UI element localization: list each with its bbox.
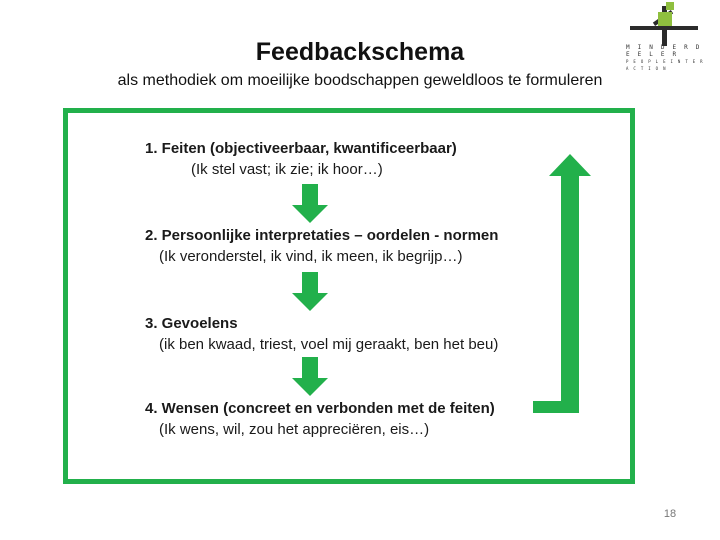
slide-subtitle: als methodiek om moeilijke boodschappen geweldloos te formuleren: [117, 72, 603, 89]
logo-line-2: P E O P L E I N T E R A C T I O N: [626, 59, 704, 71]
slide-title: Feedbackschema: [255, 38, 465, 66]
arrow-down-3: [292, 357, 328, 396]
step-2-heading: 2. Persoonlijke interpretaties – oordelen - normen: [145, 227, 499, 244]
arrow-down-1: [292, 184, 328, 223]
logo-line-1: M I N D E R D E E L E R: [626, 44, 702, 58]
step-4: [145, 398, 495, 440]
step-3: [145, 313, 498, 355]
step-1: [145, 138, 457, 180]
step-3-heading: 3. Gevoelens: [145, 315, 238, 332]
page-number: 18: [663, 508, 677, 520]
arrow-down-2: [292, 272, 328, 311]
step-3-detail: (ik ben kwaad, triest, voel mij geraakt, ben het beu): [159, 336, 499, 353]
step-1-heading: 1. Feiten (objectiveerbaar, kwantificeerbaar): [145, 140, 457, 157]
step-2: [145, 225, 498, 267]
step-2-detail: (Ik veronderstel, ik vind, ik meen, ik begrijp…): [159, 248, 463, 265]
step-1-detail: (Ik stel vast; ik zie; ik hoor…): [191, 161, 383, 178]
step-4-heading: 4. Wensen (concreet en verbonden met de feiten): [145, 400, 495, 417]
feedback-loop-arrow: [533, 154, 591, 413]
step-4-detail: (Ik wens, wil, zou het appreciëren, eis…): [159, 421, 430, 438]
